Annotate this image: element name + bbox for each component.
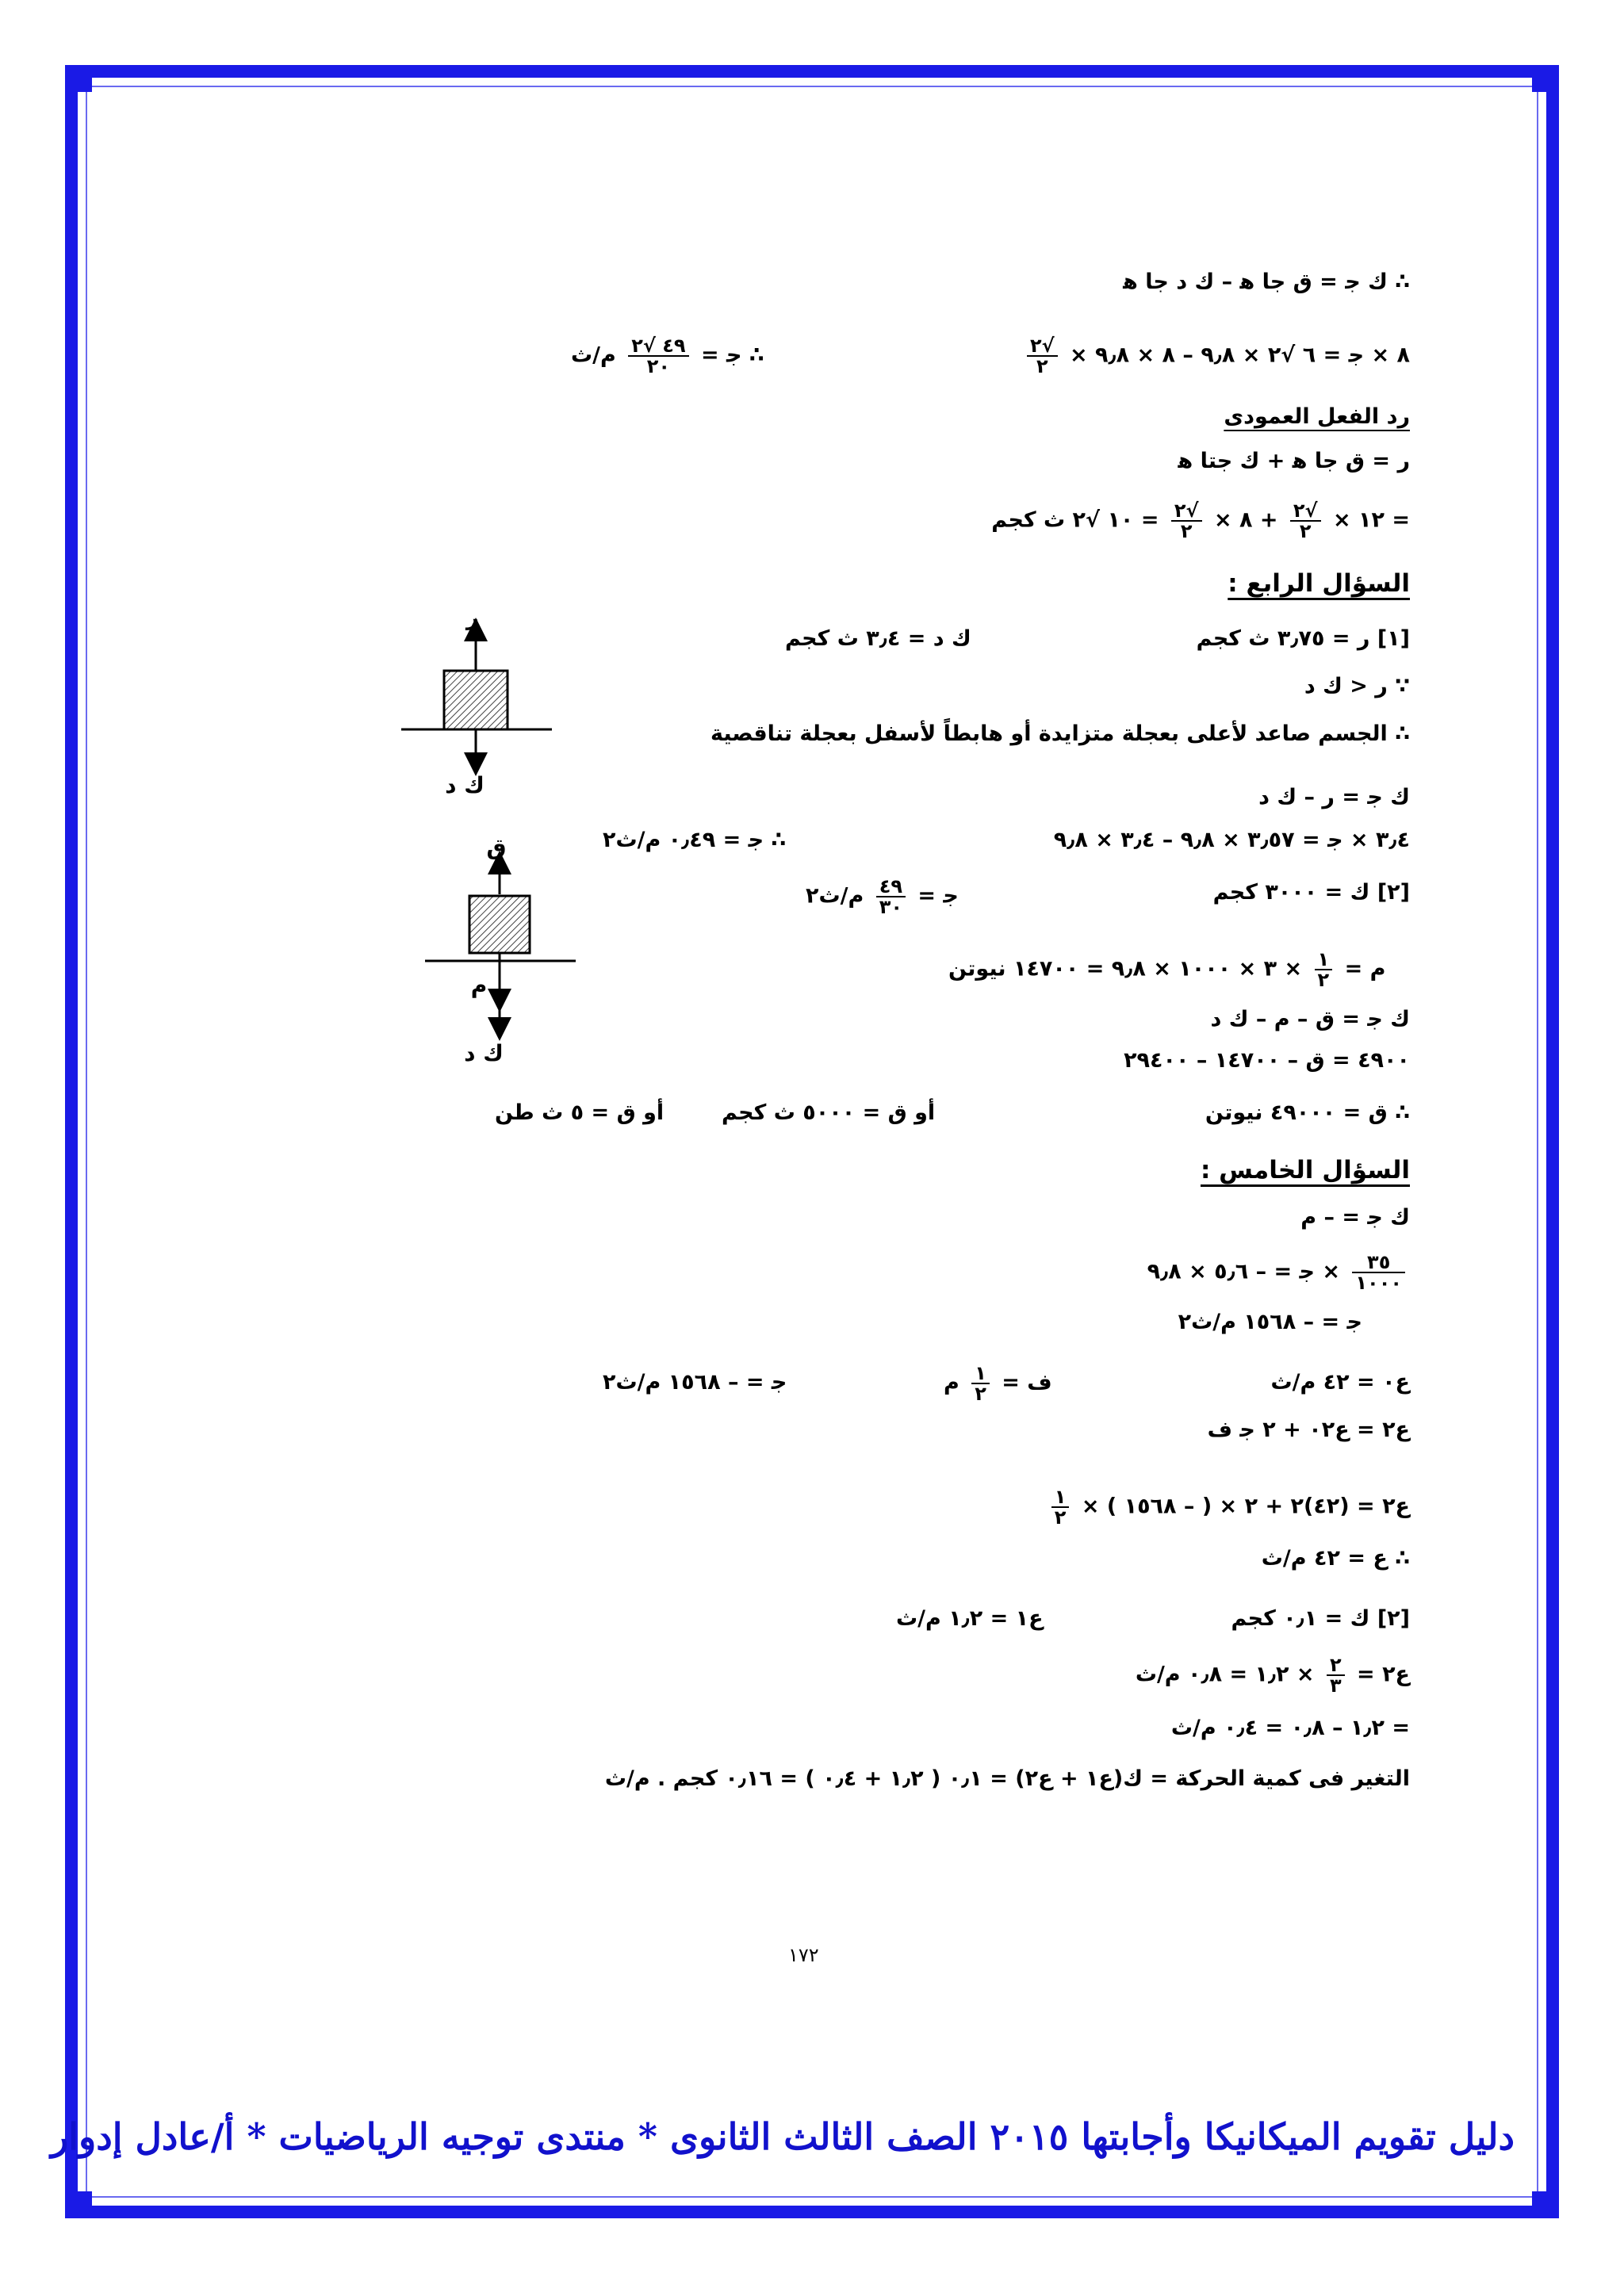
block xyxy=(469,896,530,953)
label-bottom: ك د xyxy=(464,1040,504,1066)
fraction: $\frac{١}{٢}$ xyxy=(1315,950,1333,989)
equation-line: [٢] ك = ٠٫١ كجم xyxy=(1231,1606,1410,1631)
force-diagram-block-2 xyxy=(420,834,579,1072)
fraction: $\frac{√٢}{٢}$ xyxy=(1290,501,1321,541)
equation-line: ع٢ = ع٠٢ + ٢ ﺟ ف xyxy=(1207,1418,1410,1442)
equation-line: ﺟ = $\frac{٤٩}{٣٠}$ م/ث٢ xyxy=(806,875,959,918)
border-corner xyxy=(65,65,92,92)
question-title: السؤال الخامس : xyxy=(1200,1156,1410,1184)
equation-line: ∴ ق = ٤٩٠٠٠ نيوتن xyxy=(1205,1100,1410,1125)
page-number: ١٧٢ xyxy=(788,1944,819,1966)
equation-line: ∴ الجسم صاعد لأعلى بعجلة متزايدة أو هابطاً لأسفل بعجلة تناقصية xyxy=(710,721,1410,746)
force-diagram-block-1 xyxy=(396,610,555,801)
equation-line: = ١٢ × $\frac{√٢}{٢}$ + ٨ × $\frac{√٢}{٢}$ = ١٠ √٢ ث كجم xyxy=(991,499,1410,542)
equation-line: ∴ ك ﺟ = ﻕ ﺟﺎ ﻫ – ﻙ ﺩ ﺟﺎ ﻫ xyxy=(1123,270,1410,294)
equation-line: $\frac{٣٥}{١٠٠٠}$ × ﺟ = – ٥٫٦ × ٩٫٨ xyxy=(1147,1253,1410,1292)
question-title: السؤال الرابع : xyxy=(1228,569,1410,598)
equation-line: ف = $\frac{١}{٢}$ م xyxy=(944,1362,1052,1405)
equation-line: ∴ ﺟ = $\frac{٤٩ √٢}{٢٠}$ م/ث xyxy=(571,335,764,377)
equation-line: ٤٩٠٠ = ق – ١٤٧٠٠ – ٢٩٤٠٠ xyxy=(1124,1048,1410,1073)
equation-line: [١] ر = ٣٫٧٥ ث كجم xyxy=(1196,626,1410,651)
fraction: $\frac{٤٩ √٢}{٢٠}$ xyxy=(628,336,688,376)
equation-line: ك ﺟ = ر – ك د xyxy=(1258,785,1410,809)
equation-line: ﺟ = – ١٥٦٨ م/ث٢ xyxy=(603,1370,787,1395)
equation-line: التغير فى كمية الحركة = ك(ع١ + ع٢) = ٠٫١ ( ١٫٢ + ٠٫٤ ) = ٠٫١٦ كجم . م/ث xyxy=(604,1766,1410,1791)
equation-line: ٨ × ﺟ = ٦ √٢ × ٩٫٨ – ٨ × ٩٫٨ × $\frac{√٢}{٢}$ xyxy=(1022,336,1410,376)
label-bottom: ك د xyxy=(445,772,485,798)
fraction: $\frac{١}{٢}$ xyxy=(1051,1487,1070,1527)
equation-line: ∵ ر < ك د xyxy=(1304,674,1410,698)
fraction: $\frac{√٢}{٢}$ xyxy=(1027,336,1058,376)
equation-line: أو ق = ٥ ث طن xyxy=(495,1100,665,1125)
equation-line: م = $\frac{١}{٢}$ × ٣ × ١٠٠٠ × ٩٫٨ = ١٤٧٠٠ نيوتن xyxy=(948,948,1386,991)
equation-line: ع٢ = (٤٢)٢ + ٢ × ( – ١٥٦٨ ) × $\frac{١}{٢}$ xyxy=(1047,1487,1410,1527)
equation-line: ∴ ع = ٤٢ م/ث xyxy=(1261,1546,1410,1571)
border-corner xyxy=(1532,2191,1559,2218)
equation-line: ع١ = ١٫٢ م/ث xyxy=(896,1606,1044,1631)
block xyxy=(444,671,508,729)
fraction: $\frac{٣٥}{١٠٠٠}$ xyxy=(1352,1253,1405,1292)
equation-line: ٣٫٤ × ﺟ = ٣٫٥٧ × ٩٫٨ – ٣٫٤ × ٩٫٨ xyxy=(1053,828,1410,852)
fraction: $\frac{٤٩}{٣٠}$ xyxy=(876,877,906,916)
equation-line: = ١٫٢ – ٠٫٨ = ٠٫٤ م/ث xyxy=(1170,1716,1410,1740)
equation-line: ع٠ = ٤٢ م/ث xyxy=(1270,1370,1410,1395)
section-heading: رد الفعل العمودى xyxy=(1224,404,1410,429)
equation-line: ك د = ٣٫٤ ث كجم xyxy=(785,626,971,651)
border-corner xyxy=(1532,65,1559,92)
equation-line: ﺟ = – ١٥٦٨ م/ث٢ xyxy=(1178,1310,1362,1334)
equation-line: [٢] ك = ٣٠٠٠ كجم xyxy=(1212,880,1410,905)
equation-line: ع٢ = $\frac{٢}{٣}$ × ١٫٢ = ٠٫٨ م/ث xyxy=(1135,1654,1410,1697)
equation-line: ك ﺟ = – م xyxy=(1300,1205,1410,1230)
footer-caption: دليل تقويم الميكانيكا وأجابتها ٢٠١٥ الصف الثالث الثانوى * منتدى توجيه الرياضيات * أ/عادل إدوار xyxy=(51,2115,1515,2158)
equation-line: أو ق = ٥٠٠٠ ث كجم xyxy=(722,1100,936,1125)
border-corner xyxy=(65,2191,92,2218)
label-top: ق xyxy=(486,834,507,860)
equation-line: ر = ق جا ﻫ + ك جتا ﻫ xyxy=(1178,449,1410,473)
fraction: $\frac{١}{٢}$ xyxy=(971,1364,990,1403)
label-top: ر xyxy=(465,610,480,630)
fraction: $\frac{√٢}{٢}$ xyxy=(1171,501,1202,541)
equation-line: ∴ ﺟ = ٠٫٤٩ م/ث٢ xyxy=(603,828,787,852)
equation-line: ك ﺟ = ق – م – ك د xyxy=(1210,1007,1410,1031)
label-mid: م xyxy=(470,972,488,998)
fraction: $\frac{٢}{٣}$ xyxy=(1327,1655,1345,1695)
